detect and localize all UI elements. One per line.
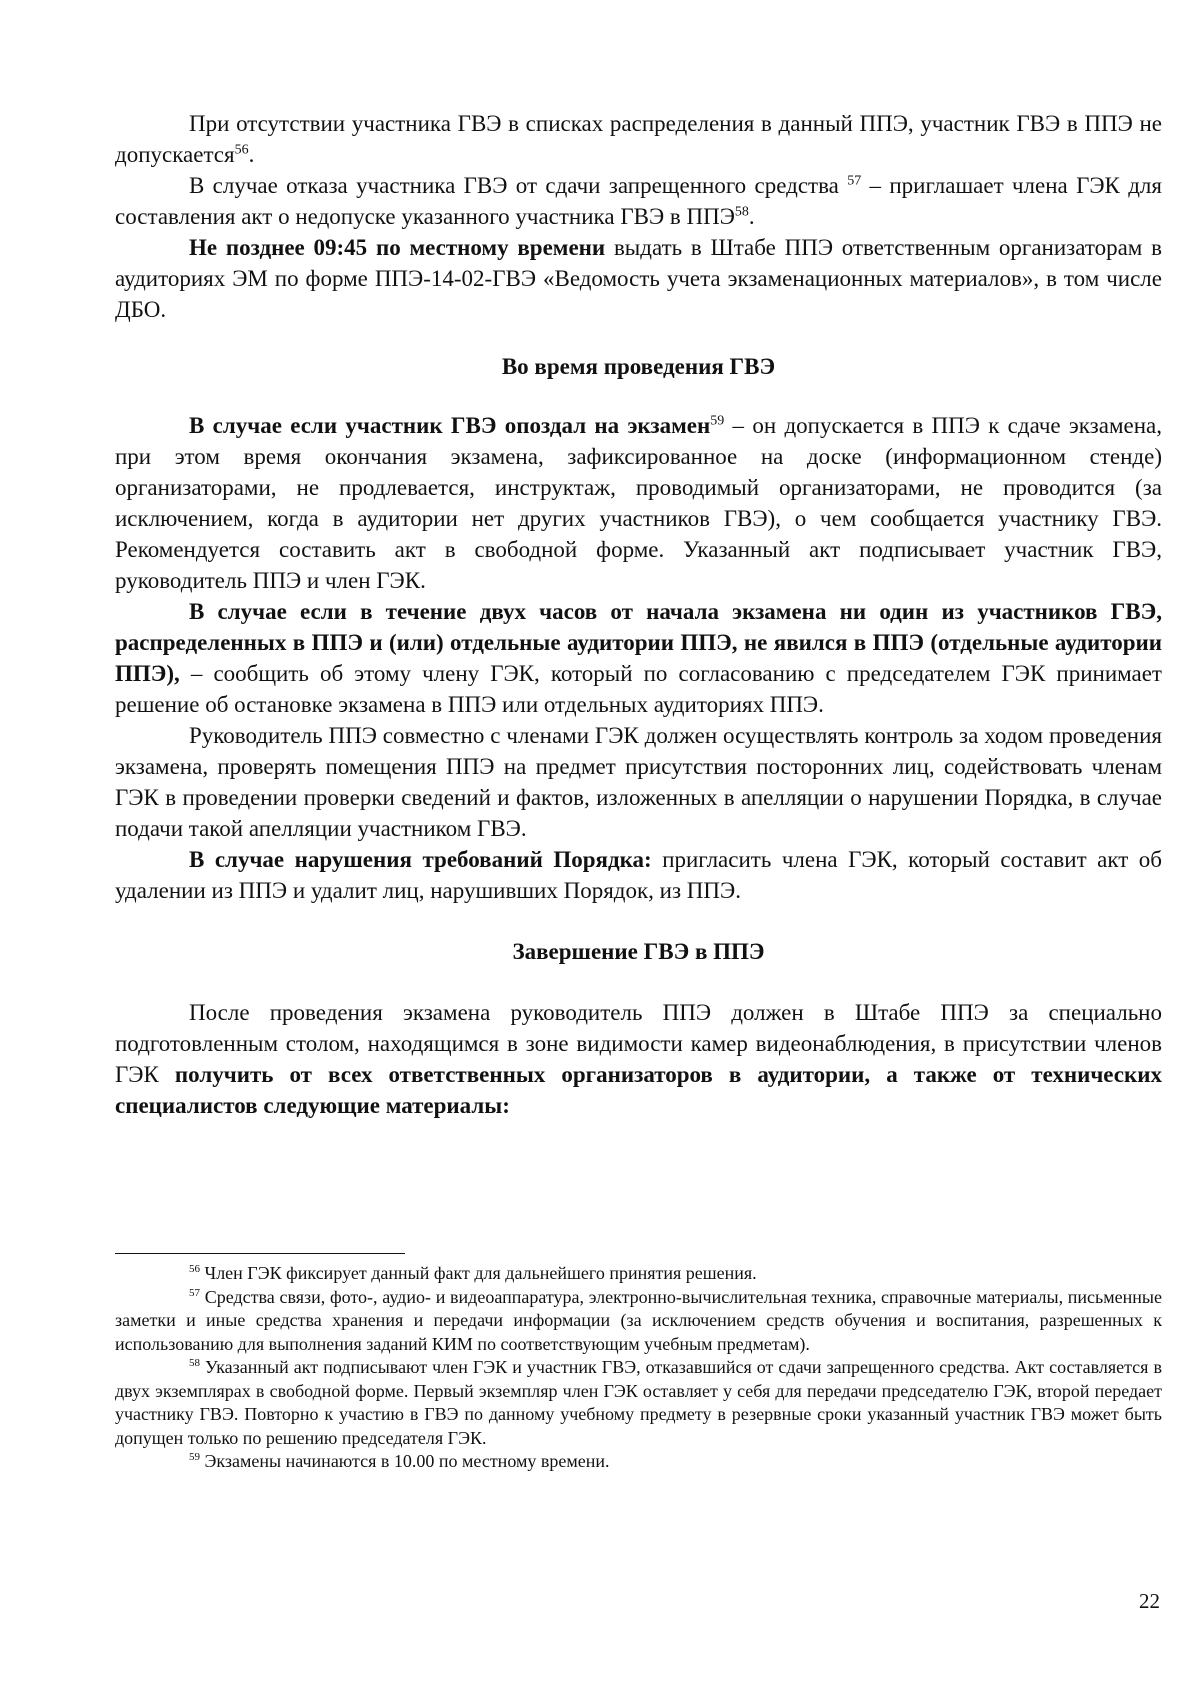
footnote-57: $^{57}$ Средства связи, фото-, аудио- и видеоаппаратура, электронно-вычислительная техника, справочные материалы, письменные заметки и иные средства хранения и передачи информации (за исключением средств обучения и воспитания, разрешенных к использованию для выполнения заданий КИМ по соответствующим учебным предметам).	[115, 1286, 1162, 1354]
paragraph-control: Руководитель ППЭ совместно с членами ГЭК должен осуществлять контроль за ходом проведения экзамена, проверять помещения ППЭ на предмет присутствия посторонних лиц, содействовать членам ГЭК в проведении проверки сведений и фактов, изложенных в апелляции о нарушении Порядка, в случае подачи такой апелляции участником ГВЭ.	[115, 723, 1162, 841]
heading-during-exam: Во время проведения ГВЭ	[501, 354, 776, 379]
paragraph-refusal: В случае отказа участника ГВЭ от сдачи запрещенного средства $^{57}$ – приглашает члена ГЭК для составления акт о недопуске указанного участника ГВЭ в ППЭ$^{58}$.	[115, 173, 1162, 229]
footnote-56: $^{56}$ Член ГЭК фиксирует данный факт для дальнейшего принятия решения.	[189, 1263, 757, 1283]
paragraph-no-admission: При отсутствии участника ГВЭ в списках распределения в данный ППЭ, участник ГВЭ в ППЭ не допускается$^{56}$.	[115, 111, 1162, 167]
page-number: 22	[1139, 1589, 1160, 1613]
paragraph-deadline: Не позднее 09:45 по местному времени выдать в Штабе ППЭ ответственным организаторам в аудиториях ЭМ по форме ППЭ-14-02-ГВЭ «Ведомость учета экзаменационных материалов», в том числе ДБО.	[115, 235, 1162, 322]
footnote-59: $^{59}$ Экзамены начинаются в 10.00 по местному времени.	[189, 1451, 610, 1471]
paragraph-violation: В случае нарушения требований Порядка: пригласить члена ГЭК, который составит акт об удалении из ППЭ и удалит лиц, нарушивших Порядок, из ППЭ.	[115, 847, 1163, 903]
heading-exam-completion: Завершение ГВЭ в ППЭ	[512, 939, 765, 964]
paragraph-after-exam: После проведения экзамена руководитель ППЭ должен в Штабе ППЭ за специально подготовленным столом, находящимся в зоне видимости камер видеонаблюдения, в присутствии членов ГЭК получить от всех ответственных организаторов в аудитории, а также от технических специалистов следующие материалы:	[115, 1000, 1162, 1118]
footnote-ref-56: 56	[234, 142, 249, 158]
footnote-separator	[115, 1253, 405, 1254]
footnote-ref-59: 59	[710, 413, 725, 429]
footnote-ref-57: 57	[847, 173, 862, 189]
body-text	[115, 108, 1162, 1121]
paragraph-late-participant: В случае если участник ГВЭ опоздал на экзамен$^{59}$ – он допускается в ППЭ к сдаче экзамена, при этом время окончания экзамена, зафиксированное на доске (информационном стенде) организаторами, не продлевается, инструктаж, проводимый организаторами, не проводится (за исключением, когда в аудитории нет других участников ГВЭ), о чем сообщается участнику ГВЭ. Рекомендуется составить акт в свободной форме. Указанный акт подписывает участник ГВЭ, руководитель ППЭ и член ГЭК.	[115, 413, 1163, 593]
footnotes	[115, 1262, 1162, 1474]
footnote-58: $^{58}$ Указанный акт подписывают член ГЭК и участник ГВЭ, отказавшийся от сдачи запрещенного средства. Акт составляется в двух экземплярах в свободной форме. Первый экземпляр член ГЭК оставляет у себя для передачи председателю ГЭК, второй передает участнику ГВЭ. Повторно к участию в ГВЭ по данному учебному предмету в резервные сроки указанный участник ГВЭ может быть допущен только по решению председателя ГЭК.	[115, 1357, 1162, 1448]
paragraph-no-show: В случае если в течение двух часов от начала экзамена ни один из участников ГВЭ, распределенных в ППЭ и (или) отдельные аудитории ППЭ, не явился в ППЭ (отдельные аудитории ППЭ), – сообщить об этому члену ГЭК, который по согласованию с председателем ГЭК принимает решение об остановке экзамена в ППЭ или отдельных аудиториях ППЭ.	[115, 599, 1162, 717]
footnote-ref-58: 58	[734, 204, 749, 220]
